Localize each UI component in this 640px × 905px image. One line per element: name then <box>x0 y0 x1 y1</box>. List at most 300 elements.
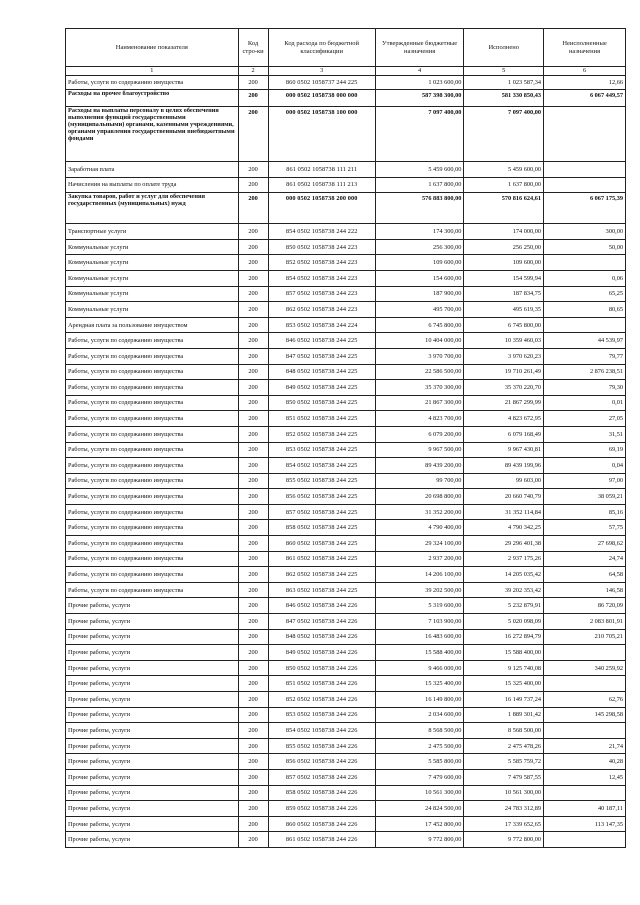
indicator-name-cell: Работы, услуги по содержанию имущества <box>66 520 239 536</box>
indicator-name-cell: Работы, услуги по содержанию имущества <box>66 458 239 474</box>
table-row <box>66 411 626 427</box>
table-row <box>66 598 626 614</box>
approved-amount-cell: 10 404 000,00 <box>375 333 464 349</box>
line-code-cell: 200 <box>238 769 268 785</box>
indicator-name-cell: Коммунальные услуги <box>66 270 239 286</box>
executed-amount-cell: 20 660 740,79 <box>464 489 544 505</box>
table-row <box>66 107 626 162</box>
executed-amount-cell: 1 889 301,42 <box>464 707 544 723</box>
expense-code-cell: 850 0502 1058738 244 226 <box>268 660 375 676</box>
table-row <box>66 645 626 661</box>
executed-amount-cell: 16 272 894,79 <box>464 629 544 645</box>
executed-amount-cell: 2 475 478,26 <box>464 738 544 754</box>
approved-amount-cell: 29 324 100,00 <box>375 536 464 552</box>
unexecuted-amount-cell: 6 067 449,57 <box>544 90 626 107</box>
table-row <box>66 692 626 708</box>
line-code-cell: 200 <box>238 458 268 474</box>
unexecuted-amount-cell: 38 059,21 <box>544 489 626 505</box>
line-code-cell: 200 <box>238 76 268 90</box>
table-row <box>66 551 626 567</box>
expense-code-cell: 861 0502 1058738 244 225 <box>268 551 375 567</box>
line-code-cell: 200 <box>238 816 268 832</box>
executed-amount-cell: 24 783 312,89 <box>464 801 544 817</box>
expense-code-cell: 000 0502 1058738 000 000 <box>268 90 375 107</box>
line-code-cell: 200 <box>238 598 268 614</box>
line-code-cell: 200 <box>238 224 268 240</box>
table-row <box>66 177 626 193</box>
line-code-cell: 200 <box>238 614 268 630</box>
table-row <box>66 520 626 536</box>
approved-amount-cell: 6 745 800,00 <box>375 317 464 333</box>
unexecuted-amount-cell: 79,77 <box>544 348 626 364</box>
unexecuted-amount-cell: 2 876 238,51 <box>544 364 626 380</box>
line-code-cell: 200 <box>238 426 268 442</box>
approved-amount-cell: 10 561 300,00 <box>375 785 464 801</box>
unexecuted-amount-cell: 27,05 <box>544 411 626 427</box>
approved-amount-cell: 1 637 800,00 <box>375 177 464 193</box>
indicator-name-cell: Работы, услуги по содержанию имущества <box>66 76 239 90</box>
approved-amount-cell: 576 883 800,00 <box>375 193 464 224</box>
expense-code-cell: 853 0502 1058738 244 226 <box>268 707 375 723</box>
indicator-name-cell: Прочие работы, услуги <box>66 769 239 785</box>
approved-amount-cell: 256 300,00 <box>375 239 464 255</box>
approved-amount-cell: 16 149 800,00 <box>375 692 464 708</box>
unexecuted-amount-cell: 0,04 <box>544 458 626 474</box>
table-body <box>66 76 626 848</box>
unexecuted-amount-cell: 0,06 <box>544 270 626 286</box>
unexecuted-amount-cell: 24,74 <box>544 551 626 567</box>
unexecuted-amount-cell: 340 259,92 <box>544 660 626 676</box>
executed-amount-cell: 89 439 199,96 <box>464 458 544 474</box>
executed-amount-cell: 7 479 587,55 <box>464 769 544 785</box>
header-executed: Исполнено <box>464 29 544 67</box>
executed-amount-cell: 39 202 353,42 <box>464 582 544 598</box>
indicator-name-cell: Прочие работы, услуги <box>66 629 239 645</box>
expense-code-cell: 859 0502 1058738 244 226 <box>268 801 375 817</box>
line-code-cell: 200 <box>238 317 268 333</box>
unexecuted-amount-cell: 113 147,35 <box>544 816 626 832</box>
approved-amount-cell: 39 202 500,00 <box>375 582 464 598</box>
expense-code-cell: 850 0502 1058738 244 223 <box>268 239 375 255</box>
indicator-name-cell: Работы, услуги по содержанию имущества <box>66 411 239 427</box>
approved-amount-cell: 14 206 100,00 <box>375 567 464 583</box>
indicator-name-cell: Прочие работы, услуги <box>66 676 239 692</box>
line-code-cell: 200 <box>238 738 268 754</box>
approved-amount-cell: 187 900,00 <box>375 286 464 302</box>
approved-amount-cell: 2 034 600,00 <box>375 707 464 723</box>
line-code-cell: 200 <box>238 723 268 739</box>
line-code-cell: 200 <box>238 832 268 848</box>
approved-amount-cell: 5 585 800,00 <box>375 754 464 770</box>
column-number: 2 <box>238 67 268 76</box>
approved-amount-cell: 9 967 500,00 <box>375 442 464 458</box>
expense-code-cell: 853 0502 1058738 244 225 <box>268 442 375 458</box>
approved-amount-cell: 174 300,00 <box>375 224 464 240</box>
table-row <box>66 333 626 349</box>
table-row <box>66 536 626 552</box>
expense-code-cell: 861 0502 1058738 111 211 <box>268 162 375 178</box>
table-row <box>66 676 626 692</box>
indicator-name-cell: Прочие работы, услуги <box>66 598 239 614</box>
unexecuted-amount-cell: 62,76 <box>544 692 626 708</box>
expense-code-cell: 857 0502 1058738 244 226 <box>268 769 375 785</box>
unexecuted-amount-cell <box>544 832 626 848</box>
expense-code-cell: 861 0502 1058738 244 226 <box>268 832 375 848</box>
line-code-cell: 200 <box>238 520 268 536</box>
line-code-cell: 200 <box>238 707 268 723</box>
unexecuted-amount-cell: 210 705,21 <box>544 629 626 645</box>
approved-amount-cell: 35 370 300,00 <box>375 380 464 396</box>
expense-code-cell: 851 0502 1058738 244 225 <box>268 411 375 427</box>
header-indicator-name: Наименование показателя <box>66 29 239 67</box>
unexecuted-amount-cell: 65,25 <box>544 286 626 302</box>
expense-code-cell: 863 0502 1058738 244 225 <box>268 582 375 598</box>
approved-amount-cell: 8 568 500,00 <box>375 723 464 739</box>
approved-amount-cell: 109 600,00 <box>375 255 464 271</box>
line-code-cell: 200 <box>238 255 268 271</box>
expense-code-cell: 848 0502 1058738 244 225 <box>268 364 375 380</box>
line-code-cell: 200 <box>238 489 268 505</box>
table-row <box>66 567 626 583</box>
approved-amount-cell: 495 700,00 <box>375 302 464 318</box>
expense-code-cell: 849 0502 1058738 244 226 <box>268 645 375 661</box>
indicator-name-cell: Прочие работы, услуги <box>66 645 239 661</box>
indicator-name-cell: Прочие работы, услуги <box>66 660 239 676</box>
indicator-name-cell: Работы, услуги по содержанию имущества <box>66 442 239 458</box>
unexecuted-amount-cell: 40 187,11 <box>544 801 626 817</box>
executed-amount-cell: 16 149 737,24 <box>464 692 544 708</box>
executed-amount-cell: 1 637 800,00 <box>464 177 544 193</box>
executed-amount-cell: 6 079 168,49 <box>464 426 544 442</box>
table-row <box>66 317 626 333</box>
indicator-name-cell: Расходы на выплаты персоналу в целях обеспечения выполнения функций государственными (муниципальными) органами, казенными учреждениями, органами управления государственными внебюджетными фондами <box>66 107 239 162</box>
column-number: 3 <box>268 67 375 76</box>
table-row <box>66 785 626 801</box>
unexecuted-amount-cell: 12,66 <box>544 76 626 90</box>
table-row <box>66 723 626 739</box>
indicator-name-cell: Работы, услуги по содержанию имущества <box>66 551 239 567</box>
expense-code-cell: 000 0502 1058738 100 000 <box>268 107 375 162</box>
line-code-cell: 200 <box>238 536 268 552</box>
table-row <box>66 270 626 286</box>
line-code-cell: 200 <box>238 629 268 645</box>
unexecuted-amount-cell <box>544 723 626 739</box>
line-code-cell: 200 <box>238 395 268 411</box>
expense-code-cell: 000 0502 1058738 200 000 <box>268 193 375 224</box>
indicator-name-cell: Работы, услуги по содержанию имущества <box>66 489 239 505</box>
table-row <box>66 442 626 458</box>
table-row <box>66 738 626 754</box>
column-number: 6 <box>544 67 626 76</box>
indicator-name-cell: Прочие работы, услуги <box>66 785 239 801</box>
line-code-cell: 200 <box>238 582 268 598</box>
executed-amount-cell: 35 370 220,70 <box>464 380 544 396</box>
executed-amount-cell: 19 710 261,49 <box>464 364 544 380</box>
expense-code-cell: 862 0502 1058738 244 225 <box>268 567 375 583</box>
indicator-name-cell: Арендная плата за пользование имуществом <box>66 317 239 333</box>
approved-amount-cell: 99 700,00 <box>375 473 464 489</box>
executed-amount-cell: 187 834,75 <box>464 286 544 302</box>
expense-code-cell: 848 0502 1058738 244 226 <box>268 629 375 645</box>
column-number-row <box>66 67 626 76</box>
unexecuted-amount-cell: 86 720,09 <box>544 598 626 614</box>
table-row <box>66 707 626 723</box>
executed-amount-cell: 495 619,35 <box>464 302 544 318</box>
unexecuted-amount-cell <box>544 676 626 692</box>
line-code-cell: 200 <box>238 193 268 224</box>
approved-amount-cell: 2 475 500,00 <box>375 738 464 754</box>
approved-amount-cell: 15 588 400,00 <box>375 645 464 661</box>
approved-amount-cell: 17 452 800,00 <box>375 816 464 832</box>
expense-code-cell: 851 0502 1058738 244 226 <box>268 676 375 692</box>
approved-amount-cell: 24 824 500,00 <box>375 801 464 817</box>
expense-code-cell: 847 0502 1058738 244 226 <box>268 614 375 630</box>
line-code-cell: 200 <box>238 90 268 107</box>
expense-code-cell: 861 0502 1058738 111 213 <box>268 177 375 193</box>
line-code-cell: 200 <box>238 239 268 255</box>
table-row <box>66 458 626 474</box>
indicator-name-cell: Прочие работы, услуги <box>66 754 239 770</box>
executed-amount-cell: 174 000,00 <box>464 224 544 240</box>
expense-code-cell: 846 0502 1058738 244 225 <box>268 333 375 349</box>
table-row <box>66 395 626 411</box>
approved-amount-cell: 9 466 000,00 <box>375 660 464 676</box>
unexecuted-amount-cell: 21,74 <box>544 738 626 754</box>
expense-code-cell: 852 0502 1058738 244 223 <box>268 255 375 271</box>
expense-code-cell: 854 0502 1058738 244 226 <box>268 723 375 739</box>
executed-amount-cell: 9 125 740,08 <box>464 660 544 676</box>
header-approved: Утвержденные бюджетные назначения <box>375 29 464 67</box>
table-row <box>66 504 626 520</box>
executed-amount-cell: 154 599,94 <box>464 270 544 286</box>
table-row <box>66 660 626 676</box>
executed-amount-cell: 5 585 759,72 <box>464 754 544 770</box>
unexecuted-amount-cell: 50,00 <box>544 239 626 255</box>
approved-amount-cell: 154 600,00 <box>375 270 464 286</box>
indicator-name-cell: Прочие работы, услуги <box>66 692 239 708</box>
indicator-name-cell: Начисления на выплаты по оплате труда <box>66 177 239 193</box>
approved-amount-cell: 22 586 500,00 <box>375 364 464 380</box>
table-row <box>66 629 626 645</box>
line-code-cell: 200 <box>238 645 268 661</box>
table-row <box>66 255 626 271</box>
table-row <box>66 302 626 318</box>
header-line-code: Код стро-ки <box>238 29 268 67</box>
executed-amount-cell: 14 205 035,42 <box>464 567 544 583</box>
line-code-cell: 200 <box>238 107 268 162</box>
indicator-name-cell: Работы, услуги по содержанию имущества <box>66 567 239 583</box>
indicator-name-cell: Коммунальные услуги <box>66 286 239 302</box>
executed-amount-cell: 15 325 400,00 <box>464 676 544 692</box>
table-row <box>66 364 626 380</box>
table-row <box>66 224 626 240</box>
expense-code-cell: 852 0502 1058738 244 226 <box>268 692 375 708</box>
expense-code-cell: 862 0502 1058738 244 223 <box>268 302 375 318</box>
expense-code-cell: 860 0502 1058738 244 226 <box>268 816 375 832</box>
executed-amount-cell: 9 967 430,81 <box>464 442 544 458</box>
approved-amount-cell: 6 079 200,00 <box>375 426 464 442</box>
approved-amount-cell: 20 698 800,00 <box>375 489 464 505</box>
approved-amount-cell: 7 103 900,00 <box>375 614 464 630</box>
line-code-cell: 200 <box>238 754 268 770</box>
line-code-cell: 200 <box>238 270 268 286</box>
column-number: 1 <box>66 67 239 76</box>
expense-code-cell: 860 0502 1058738 244 225 <box>268 536 375 552</box>
unexecuted-amount-cell: 69,19 <box>544 442 626 458</box>
approved-amount-cell: 31 352 200,00 <box>375 504 464 520</box>
table-row <box>66 614 626 630</box>
approved-amount-cell: 9 772 800,00 <box>375 832 464 848</box>
indicator-name-cell: Работы, услуги по содержанию имущества <box>66 582 239 598</box>
line-code-cell: 200 <box>238 333 268 349</box>
indicator-name-cell: Работы, услуги по содержанию имущества <box>66 395 239 411</box>
indicator-name-cell: Коммунальные услуги <box>66 255 239 271</box>
expense-code-cell: 849 0502 1058738 244 225 <box>268 380 375 396</box>
executed-amount-cell: 5 459 600,00 <box>464 162 544 178</box>
line-code-cell: 200 <box>238 676 268 692</box>
expense-code-cell: 857 0502 1058738 244 225 <box>268 504 375 520</box>
executed-amount-cell: 581 330 850,43 <box>464 90 544 107</box>
budget-execution-table <box>65 28 626 848</box>
approved-amount-cell: 16 483 600,00 <box>375 629 464 645</box>
expense-code-cell: 852 0502 1058738 244 225 <box>268 426 375 442</box>
executed-amount-cell: 4 790 342,25 <box>464 520 544 536</box>
unexecuted-amount-cell: 85,16 <box>544 504 626 520</box>
unexecuted-amount-cell: 80,65 <box>544 302 626 318</box>
expense-code-cell: 856 0502 1058738 244 225 <box>268 489 375 505</box>
executed-amount-cell: 7 097 400,00 <box>464 107 544 162</box>
indicator-name-cell: Работы, услуги по содержанию имущества <box>66 504 239 520</box>
line-code-cell: 200 <box>238 551 268 567</box>
unexecuted-amount-cell: 145 298,58 <box>544 707 626 723</box>
table-row <box>66 76 626 90</box>
executed-amount-cell: 10 561 300,00 <box>464 785 544 801</box>
approved-amount-cell: 15 325 400,00 <box>375 676 464 692</box>
table-row <box>66 754 626 770</box>
executed-amount-cell: 256 250,00 <box>464 239 544 255</box>
line-code-cell: 200 <box>238 162 268 178</box>
indicator-name-cell: Прочие работы, услуги <box>66 707 239 723</box>
approved-amount-cell: 7 479 600,00 <box>375 769 464 785</box>
table-row <box>66 801 626 817</box>
unexecuted-amount-cell: 12,45 <box>544 769 626 785</box>
expense-code-cell: 858 0502 1058738 244 225 <box>268 520 375 536</box>
executed-amount-cell: 109 600,00 <box>464 255 544 271</box>
unexecuted-amount-cell <box>544 785 626 801</box>
unexecuted-amount-cell: 6 067 175,39 <box>544 193 626 224</box>
indicator-name-cell: Прочие работы, услуги <box>66 723 239 739</box>
indicator-name-cell: Закупка товаров, работ и услуг для обеспечения государственных (муниципальных) нужд <box>66 193 239 224</box>
expense-code-cell: 853 0502 1058738 244 224 <box>268 317 375 333</box>
approved-amount-cell: 89 439 200,00 <box>375 458 464 474</box>
indicator-name-cell: Прочие работы, услуги <box>66 832 239 848</box>
expense-code-cell: 847 0502 1058738 244 225 <box>268 348 375 364</box>
executed-amount-cell: 31 352 114,84 <box>464 504 544 520</box>
table-row <box>66 816 626 832</box>
unexecuted-amount-cell: 57,75 <box>544 520 626 536</box>
expense-code-cell: 855 0502 1058738 244 225 <box>268 473 375 489</box>
executed-amount-cell: 29 296 401,38 <box>464 536 544 552</box>
table-row <box>66 286 626 302</box>
table-row <box>66 348 626 364</box>
executed-amount-cell: 570 816 624,61 <box>464 193 544 224</box>
expense-code-cell: 860 0502 1058737 244 225 <box>268 76 375 90</box>
expense-code-cell: 850 0502 1058738 244 225 <box>268 395 375 411</box>
approved-amount-cell: 21 867 300,00 <box>375 395 464 411</box>
unexecuted-amount-cell: 2 083 801,91 <box>544 614 626 630</box>
line-code-cell: 200 <box>238 348 268 364</box>
table-row <box>66 426 626 442</box>
table-row <box>66 489 626 505</box>
unexecuted-amount-cell: 40,28 <box>544 754 626 770</box>
unexecuted-amount-cell <box>544 255 626 271</box>
executed-amount-cell: 8 568 500,00 <box>464 723 544 739</box>
approved-amount-cell: 5 459 600,00 <box>375 162 464 178</box>
line-code-cell: 200 <box>238 411 268 427</box>
table-row <box>66 162 626 178</box>
unexecuted-amount-cell <box>544 107 626 162</box>
unexecuted-amount-cell: 300,00 <box>544 224 626 240</box>
executed-amount-cell: 9 772 800,00 <box>464 832 544 848</box>
executed-amount-cell: 2 937 175,26 <box>464 551 544 567</box>
table-header-row <box>66 29 626 67</box>
executed-amount-cell: 17 339 652,65 <box>464 816 544 832</box>
line-code-cell: 200 <box>238 567 268 583</box>
executed-amount-cell: 4 823 672,95 <box>464 411 544 427</box>
indicator-name-cell: Транспортные услуги <box>66 224 239 240</box>
indicator-name-cell: Расходы на прочее благоустройство <box>66 90 239 107</box>
table-row <box>66 473 626 489</box>
executed-amount-cell: 5 020 098,09 <box>464 614 544 630</box>
unexecuted-amount-cell: 27 698,62 <box>544 536 626 552</box>
unexecuted-amount-cell: 146,58 <box>544 582 626 598</box>
approved-amount-cell: 2 937 200,00 <box>375 551 464 567</box>
indicator-name-cell: Работы, услуги по содержанию имущества <box>66 426 239 442</box>
indicator-name-cell: Работы, услуги по содержанию имущества <box>66 536 239 552</box>
line-code-cell: 200 <box>238 442 268 458</box>
indicator-name-cell: Работы, услуги по содержанию имущества <box>66 473 239 489</box>
unexecuted-amount-cell: 0,01 <box>544 395 626 411</box>
column-number: 5 <box>464 67 544 76</box>
indicator-name-cell: Работы, услуги по содержанию имущества <box>66 348 239 364</box>
approved-amount-cell: 4 823 700,00 <box>375 411 464 427</box>
table-row <box>66 193 626 224</box>
indicator-name-cell: Работы, услуги по содержанию имущества <box>66 380 239 396</box>
expense-code-cell: 854 0502 1058738 244 225 <box>268 458 375 474</box>
line-code-cell: 200 <box>238 302 268 318</box>
executed-amount-cell: 15 588 400,00 <box>464 645 544 661</box>
line-code-cell: 200 <box>238 364 268 380</box>
expense-code-cell: 854 0502 1058738 244 222 <box>268 224 375 240</box>
executed-amount-cell: 6 745 800,00 <box>464 317 544 333</box>
executed-amount-cell: 3 970 620,23 <box>464 348 544 364</box>
expense-code-cell: 857 0502 1058738 244 223 <box>268 286 375 302</box>
unexecuted-amount-cell: 97,00 <box>544 473 626 489</box>
table-row <box>66 380 626 396</box>
executed-amount-cell: 21 867 299,99 <box>464 395 544 411</box>
unexecuted-amount-cell: 44 539,97 <box>544 333 626 349</box>
approved-amount-cell: 3 970 700,00 <box>375 348 464 364</box>
unexecuted-amount-cell <box>544 162 626 178</box>
table-row <box>66 239 626 255</box>
line-code-cell: 200 <box>238 177 268 193</box>
unexecuted-amount-cell <box>544 317 626 333</box>
approved-amount-cell: 4 790 400,00 <box>375 520 464 536</box>
line-code-cell: 200 <box>238 286 268 302</box>
table-row <box>66 832 626 848</box>
approved-amount-cell: 5 319 600,00 <box>375 598 464 614</box>
indicator-name-cell: Коммунальные услуги <box>66 302 239 318</box>
